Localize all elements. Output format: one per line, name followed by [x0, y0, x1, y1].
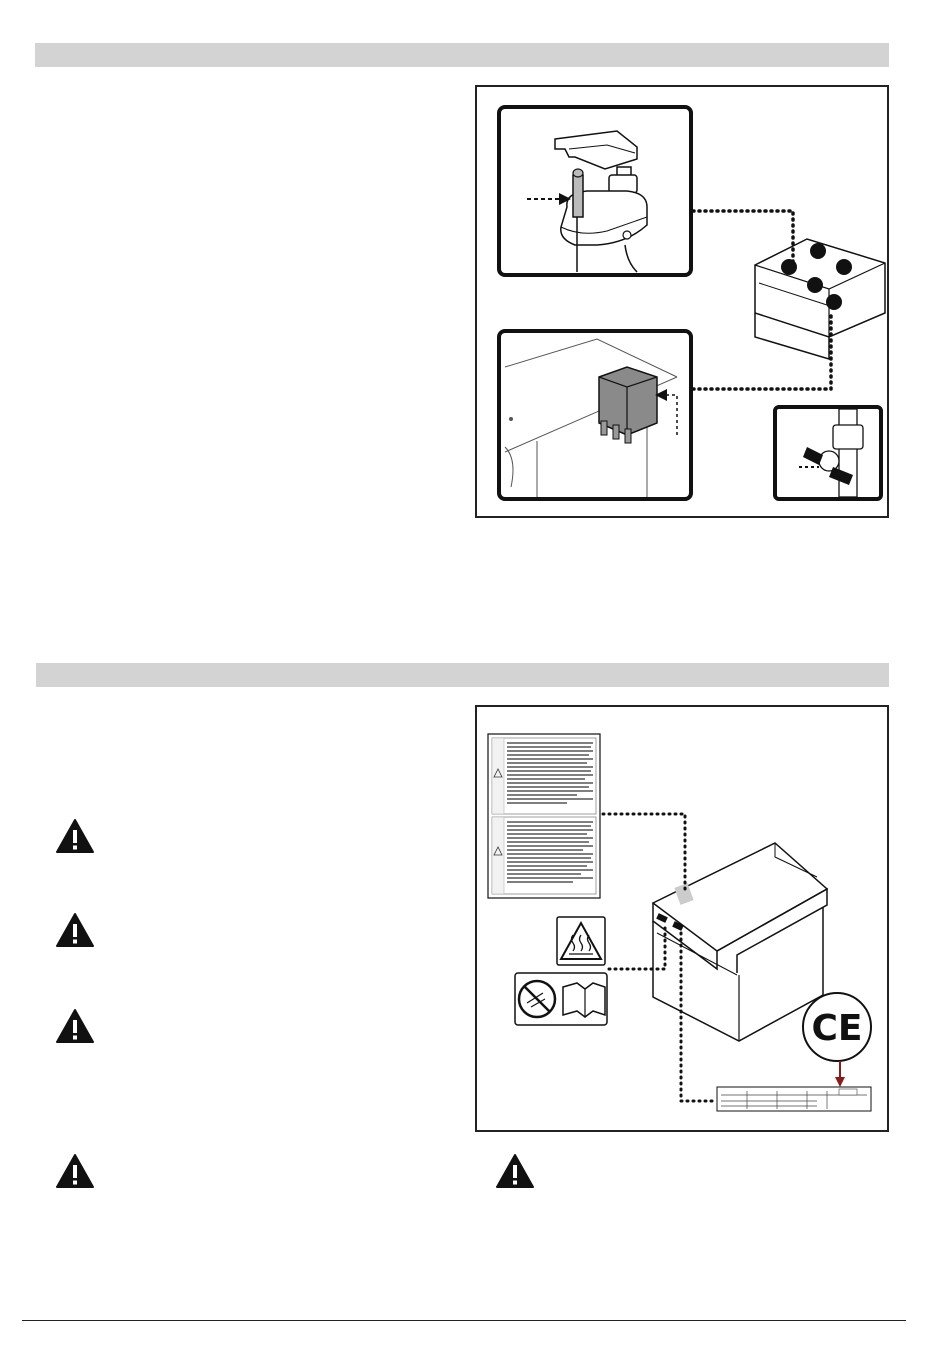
thermocouple-detail-panel [499, 107, 691, 275]
warning-triangle-icon [55, 1153, 95, 1189]
appliance-drawing-2 [653, 843, 827, 1041]
gas-tap-detail-panel [775, 407, 881, 499]
footer-rule [22, 1320, 906, 1321]
hot-surface-label [557, 917, 605, 965]
no-water-jet-read-manual-label [515, 973, 607, 1025]
warning-triangle-icon [495, 1153, 535, 1189]
ce-mark-text: CE [811, 1008, 863, 1049]
instruction-sheet [488, 734, 600, 898]
figure-2-labels-and-plates [475, 705, 889, 1132]
figure-1-drawing [477, 87, 891, 520]
ce-mark [803, 993, 871, 1087]
section-header-bar-1 [35, 43, 889, 67]
figure-1-burner-components [475, 85, 889, 518]
section-header-bar-2 [36, 663, 889, 687]
appliance-drawing [755, 239, 885, 359]
warning-triangle-icon [55, 912, 95, 948]
warning-triangle-icon [55, 818, 95, 854]
warning-triangle-icon [55, 1008, 95, 1044]
gas-valve-detail-panel [499, 331, 691, 499]
data-plate [717, 1087, 871, 1111]
figure-2-drawing [477, 707, 891, 1134]
